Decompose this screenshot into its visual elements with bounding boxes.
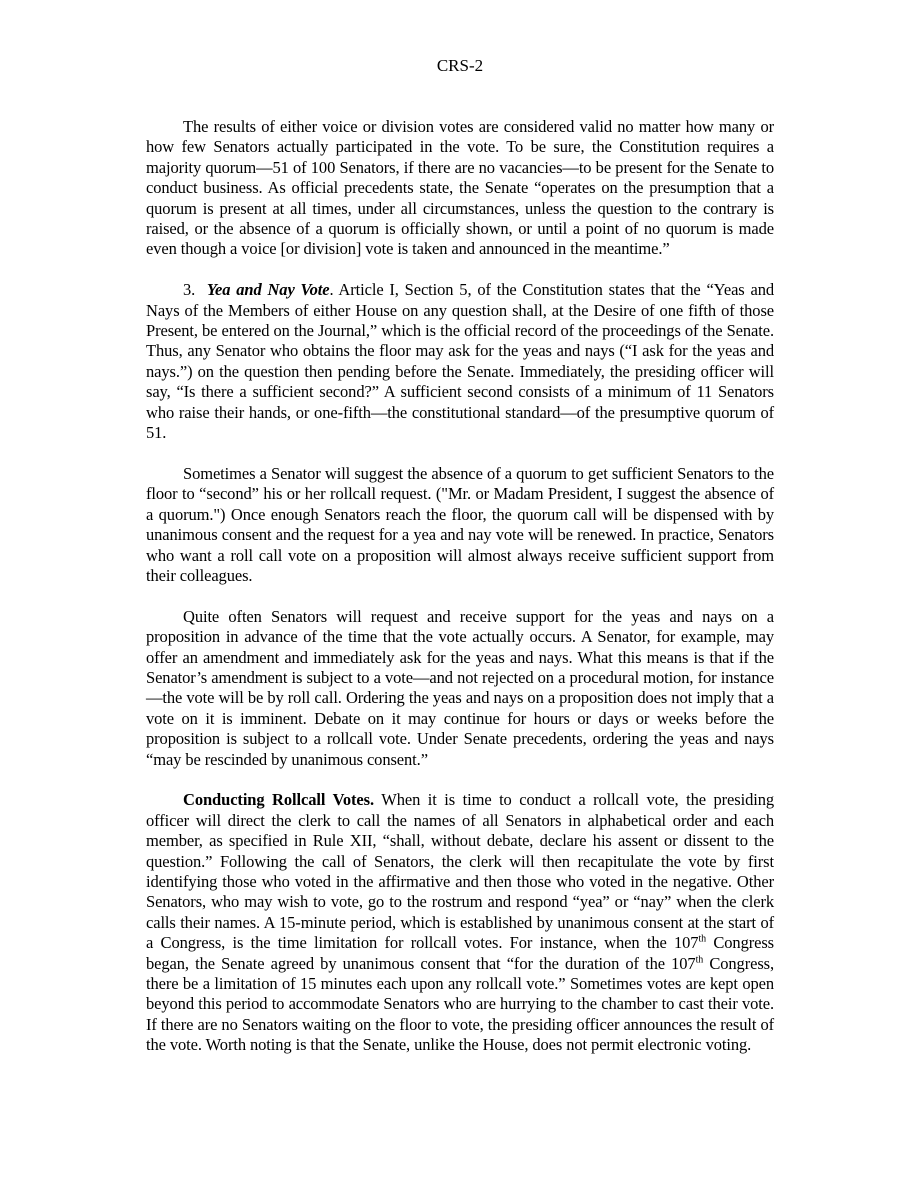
- paragraph-quorum-suggestion: Sometimes a Senator will suggest the absence of a quorum to get sufficient Senators to the floor to “second” his or her rollcall request. ("Mr. or Madam President, I suggest the absence of a quorum.") Once enough Senators reach the floor, the quorum call will be dispensed with by unanimous consent and the request for a yea and nay vote will be renewed. In practice, Senators who want a roll call vote on a proposition will almost always receive sufficient support from their colleagues.: [146, 463, 774, 585]
- paragraph-voice-division-votes: The results of either voice or division votes are considered valid no matter how many or how few Senators actually participated in the vote. To be sure, the Constitution requires a majority quorum—51 of 100 Senators, if there are no vacancies—to be present for the Senate to conduct business. As official precedents state, the Senate “operates on the presumption that a quorum is present at all times, under all circumstances, unless the question to the contrary is raised, or the absence of a quorum is officially shown, or until a point of no quorum is made even though a voice [or division] vote is taken and announced in the meantime.”: [146, 117, 774, 259]
- paragraph-text: Congress began, the Senate agreed by unanimous consent that “for the duration of the 107: [146, 933, 774, 973]
- ordinal-suffix: th: [695, 954, 704, 966]
- section-heading-conducting-rollcall: Conducting Rollcall Votes.: [183, 790, 374, 810]
- page-header: CRS-2: [436, 56, 484, 75]
- paragraph-text: Congress, there be a limitation of 15 minutes each upon any rollcall vote.” Sometimes votes are kept open beyond this period to accommodate Senators who are hurrying to the chamber to cast their vote. If there are no Senators waiting on the floor to vote, the presiding officer announces the result of the vote. Worth noting is that the Senate, unlike the House, does not permit electronic voting.: [146, 953, 774, 1055]
- paragraph-yea-and-nay-vote: [146, 280, 774, 443]
- paragraph-text: . Article I, Section 5, of the Constitution states that the “Yeas and Nays of the Members of either House on any question shall, at the Desire of one fifth of those Present, be entered on the Journal,” which is the official record of the proceedings of the Senate. Thus, any Senator who obtains the floor may ask for the yeas and nays (“I ask for the yeas and nays.”) on the question then pending before the Senate. Immediately, the presiding officer will say, “Is there a sufficient second?” A sufficient second consists of a minimum of 11 Senators who raise their hands, or one-fifth—the constitutional standard—of the presumptive quorum of 51.: [146, 280, 774, 443]
- section-number: 3.: [183, 280, 196, 300]
- document-body: [146, 117, 774, 1076]
- section-heading-yea-nay: Yea and Nay Vote: [206, 280, 330, 300]
- paragraph-conducting-rollcall: [146, 790, 774, 1055]
- ordinal-suffix: th: [698, 933, 707, 945]
- paragraph-text: When it is time to conduct a rollcall vote, the presiding officer will direct the clerk to call the names of all Senators in alphabetical order and each member, as specified in Rule XII, “shall, without debate, declare his assent or dissent to the question.” Following the call of Senators, the clerk will then recapitulate the vote by first identifying those who voted in the affirmative and then those who voted in the negative. Other Senators, who may wish to vote, go to the rostrum and respond “yea” or “nay” when the clerk calls their names. A 15-minute period, which is established by unanimous consent at the start of a Congress, is the time limitation for rollcall votes. For instance, when the 107: [146, 790, 775, 953]
- paragraph-advance-request: Quite often Senators will request and receive support for the yeas and nays on a proposition in advance of the time that the vote actually occurs. A Senator, for example, may offer an amendment and immediately ask for the yeas and nays. What this means is that if the Senator’s amendment is subject to a vote—and not rejected on a procedural motion, for instance—the vote will be by roll call. Ordering the yeas and nays on a proposition does not imply that a vote on it is imminent. Debate on it may continue for hours or days or weeks before the proposition is subject to a rollcall vote. Under Senate precedents, ordering the yeas and nays “may be rescinded by unanimous consent.”: [146, 606, 774, 769]
